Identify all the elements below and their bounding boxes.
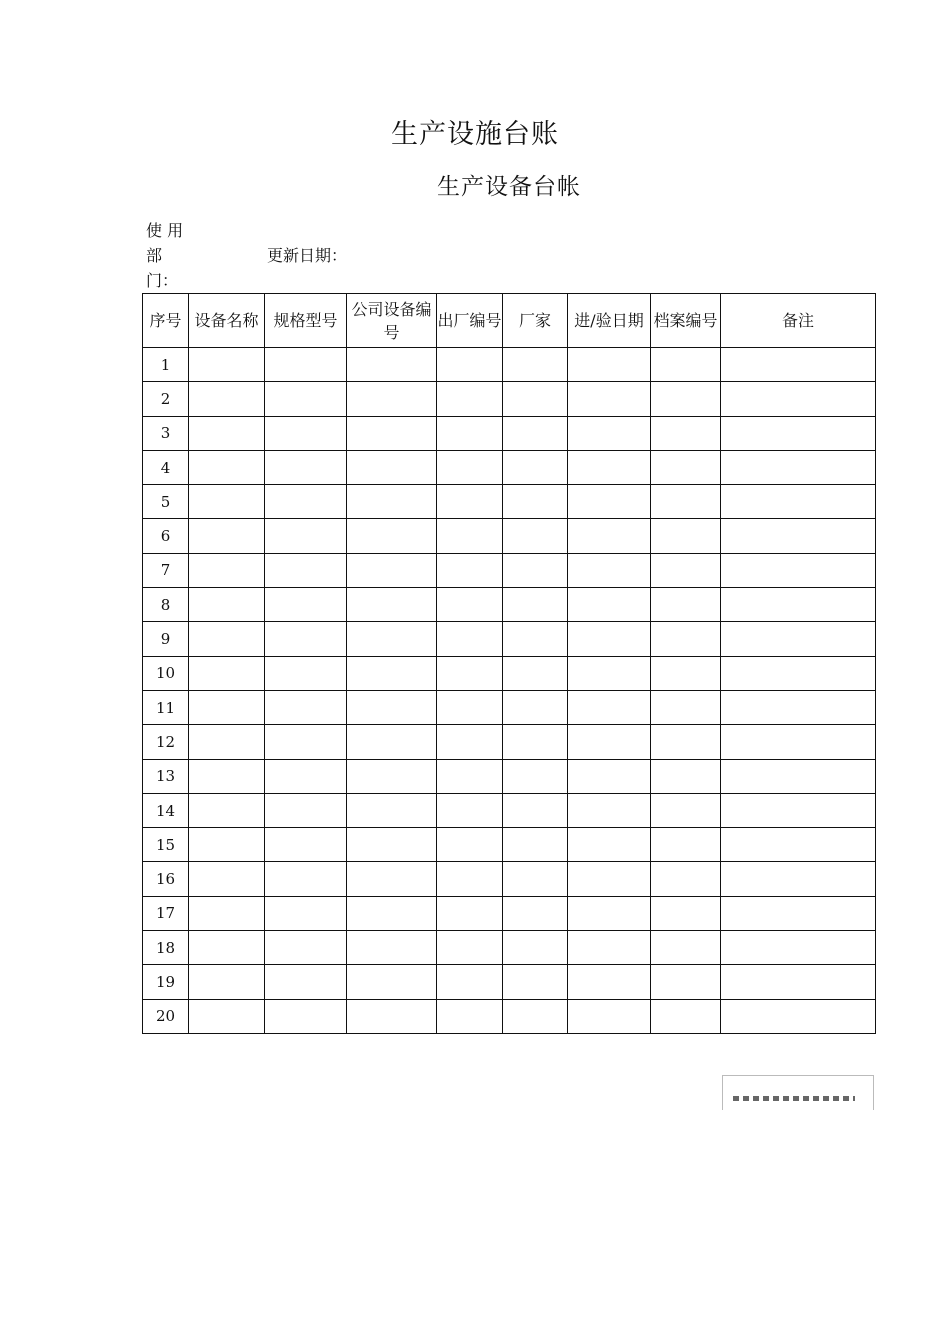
cell-factory-serial-no[interactable] [437, 485, 503, 519]
header-model-spec: 规格型号 [265, 294, 347, 348]
cell-company-equipment-no[interactable] [347, 862, 437, 896]
cell-inspection-date[interactable] [568, 931, 651, 965]
header-inspection-date: 进/验日期 [568, 294, 651, 348]
cell-factory-serial-no[interactable] [437, 690, 503, 724]
cell-equipment-name[interactable] [189, 622, 265, 656]
cell-remarks[interactable] [721, 828, 876, 862]
cell-factory-serial-no[interactable] [437, 793, 503, 827]
cell-model-spec[interactable] [265, 690, 347, 724]
cell-factory-serial-no[interactable] [437, 896, 503, 930]
row-serial-number: 15 [143, 828, 189, 862]
cell-inspection-date[interactable] [568, 759, 651, 793]
cell-manufacturer[interactable] [503, 656, 568, 690]
cell-inspection-date[interactable] [568, 622, 651, 656]
cell-model-spec[interactable] [265, 416, 347, 450]
document-subtitle: 生产设备台帐 [437, 174, 581, 200]
cell-manufacturer[interactable] [503, 931, 568, 965]
cell-model-spec[interactable] [265, 862, 347, 896]
cell-manufacturer[interactable] [503, 862, 568, 896]
cell-model-spec[interactable] [265, 793, 347, 827]
cell-equipment-name[interactable] [189, 862, 265, 896]
table-row [143, 416, 876, 450]
cell-remarks[interactable] [721, 348, 876, 382]
cell-remarks[interactable] [721, 553, 876, 587]
cell-company-equipment-no[interactable] [347, 588, 437, 622]
department-label [146, 218, 183, 293]
row-serial-number: 12 [143, 725, 189, 759]
cell-remarks[interactable] [721, 450, 876, 484]
table-row [143, 999, 876, 1033]
cell-factory-serial-no[interactable] [437, 519, 503, 553]
cell-equipment-name[interactable] [189, 999, 265, 1033]
cell-remarks[interactable] [721, 759, 876, 793]
cell-factory-serial-no[interactable] [437, 725, 503, 759]
cell-equipment-name[interactable] [189, 793, 265, 827]
cell-archive-no[interactable] [651, 348, 721, 382]
cell-manufacturer[interactable] [503, 793, 568, 827]
cell-equipment-name[interactable] [189, 416, 265, 450]
update-date-label: 更新日期： [267, 246, 348, 265]
table-row [143, 896, 876, 930]
cell-equipment-name[interactable] [189, 348, 265, 382]
cell-archive-no[interactable] [651, 382, 721, 416]
department-label-line: 门： [146, 271, 179, 290]
cell-company-equipment-no[interactable] [347, 725, 437, 759]
cell-manufacturer[interactable] [503, 382, 568, 416]
row-serial-number: 18 [143, 931, 189, 965]
cell-remarks[interactable] [721, 416, 876, 450]
cell-company-equipment-no[interactable] [347, 931, 437, 965]
cell-model-spec[interactable] [265, 725, 347, 759]
cell-inspection-date[interactable] [568, 862, 651, 896]
cell-company-equipment-no[interactable] [347, 450, 437, 484]
cell-equipment-name[interactable] [189, 553, 265, 587]
cell-archive-no[interactable] [651, 828, 721, 862]
table-row [143, 690, 876, 724]
cell-archive-no[interactable] [651, 896, 721, 930]
cell-remarks[interactable] [721, 382, 876, 416]
row-serial-number: 5 [143, 485, 189, 519]
cell-manufacturer[interactable] [503, 348, 568, 382]
cell-archive-no[interactable] [651, 450, 721, 484]
cell-remarks[interactable] [721, 622, 876, 656]
row-serial-number: 10 [143, 656, 189, 690]
cell-inspection-date[interactable] [568, 999, 651, 1033]
cell-factory-serial-no[interactable] [437, 999, 503, 1033]
cell-company-equipment-no[interactable] [347, 896, 437, 930]
cell-inspection-date[interactable] [568, 725, 651, 759]
cell-company-equipment-no[interactable] [347, 999, 437, 1033]
cell-inspection-date[interactable] [568, 656, 651, 690]
cell-archive-no[interactable] [651, 999, 721, 1033]
cell-equipment-name[interactable] [189, 450, 265, 484]
table-row [143, 622, 876, 656]
document-title: 生产设施台账 [391, 119, 559, 150]
header-company-equipment-no: 公司设备编号 [347, 294, 437, 348]
cell-model-spec[interactable] [265, 656, 347, 690]
header-equipment-name: 设备名称 [189, 294, 265, 348]
cell-equipment-name[interactable] [189, 931, 265, 965]
cell-archive-no[interactable] [651, 656, 721, 690]
row-serial-number: 7 [143, 553, 189, 587]
row-serial-number: 1 [143, 348, 189, 382]
department-label-line: 使 用 [146, 221, 184, 240]
cell-equipment-name[interactable] [189, 519, 265, 553]
cell-factory-serial-no[interactable] [437, 931, 503, 965]
cell-company-equipment-no[interactable] [347, 690, 437, 724]
cell-inspection-date[interactable] [568, 382, 651, 416]
cell-company-equipment-no[interactable] [347, 553, 437, 587]
cell-remarks[interactable] [721, 725, 876, 759]
cell-manufacturer[interactable] [503, 588, 568, 622]
cell-archive-no[interactable] [651, 931, 721, 965]
table-body [143, 348, 876, 1034]
cell-model-spec[interactable] [265, 348, 347, 382]
cell-equipment-name[interactable] [189, 485, 265, 519]
cell-inspection-date[interactable] [568, 896, 651, 930]
cell-factory-serial-no[interactable] [437, 348, 503, 382]
cell-factory-serial-no[interactable] [437, 382, 503, 416]
row-serial-number: 8 [143, 588, 189, 622]
cell-company-equipment-no[interactable] [347, 382, 437, 416]
cell-factory-serial-no[interactable] [437, 759, 503, 793]
table-row [143, 656, 876, 690]
cell-inspection-date[interactable] [568, 348, 651, 382]
cell-model-spec[interactable] [265, 485, 347, 519]
cell-remarks[interactable] [721, 965, 876, 999]
table-row [143, 931, 876, 965]
cell-remarks[interactable] [721, 793, 876, 827]
cell-remarks[interactable] [721, 519, 876, 553]
cell-inspection-date[interactable] [568, 450, 651, 484]
row-serial-number: 16 [143, 862, 189, 896]
cell-manufacturer[interactable] [503, 690, 568, 724]
row-serial-number: 2 [143, 382, 189, 416]
row-serial-number: 20 [143, 999, 189, 1033]
cell-inspection-date[interactable] [568, 690, 651, 724]
cell-archive-no[interactable] [651, 965, 721, 999]
cell-company-equipment-no[interactable] [347, 759, 437, 793]
row-serial-number: 3 [143, 416, 189, 450]
row-serial-number: 9 [143, 622, 189, 656]
cell-company-equipment-no[interactable] [347, 793, 437, 827]
cell-manufacturer[interactable] [503, 519, 568, 553]
cell-model-spec[interactable] [265, 965, 347, 999]
table-row [143, 450, 876, 484]
cell-manufacturer[interactable] [503, 450, 568, 484]
cell-factory-serial-no[interactable] [437, 965, 503, 999]
cell-inspection-date[interactable] [568, 519, 651, 553]
header-serial-number: 序号 [143, 294, 189, 348]
cell-company-equipment-no[interactable] [347, 348, 437, 382]
cell-company-equipment-no[interactable] [347, 416, 437, 450]
row-serial-number: 6 [143, 519, 189, 553]
table-row [143, 382, 876, 416]
cell-model-spec[interactable] [265, 759, 347, 793]
row-serial-number: 4 [143, 450, 189, 484]
row-serial-number: 11 [143, 690, 189, 724]
cell-inspection-date[interactable] [568, 588, 651, 622]
cell-model-spec[interactable] [265, 519, 347, 553]
cell-equipment-name[interactable] [189, 690, 265, 724]
cell-remarks[interactable] [721, 896, 876, 930]
cell-inspection-date[interactable] [568, 828, 651, 862]
header-remarks: 备注 [721, 294, 876, 348]
cell-company-equipment-no[interactable] [347, 656, 437, 690]
table-row [143, 725, 876, 759]
cell-model-spec[interactable] [265, 588, 347, 622]
table-row [143, 862, 876, 896]
cell-remarks[interactable] [721, 690, 876, 724]
table-row [143, 793, 876, 827]
cell-company-equipment-no[interactable] [347, 622, 437, 656]
cell-equipment-name[interactable] [189, 725, 265, 759]
cell-equipment-name[interactable] [189, 828, 265, 862]
cell-factory-serial-no[interactable] [437, 553, 503, 587]
cell-archive-no[interactable] [651, 416, 721, 450]
cell-factory-serial-no[interactable] [437, 416, 503, 450]
cell-model-spec[interactable] [265, 828, 347, 862]
department-label-line: 部 [146, 246, 163, 265]
cell-equipment-name[interactable] [189, 896, 265, 930]
table-row [143, 759, 876, 793]
row-serial-number: 13 [143, 759, 189, 793]
cell-manufacturer[interactable] [503, 965, 568, 999]
stamp-mark [722, 1075, 874, 1110]
cell-remarks[interactable] [721, 656, 876, 690]
cell-manufacturer[interactable] [503, 485, 568, 519]
cell-manufacturer[interactable] [503, 622, 568, 656]
cell-archive-no[interactable] [651, 588, 721, 622]
cell-manufacturer[interactable] [503, 725, 568, 759]
table-header-row [143, 294, 876, 348]
cell-model-spec[interactable] [265, 450, 347, 484]
cell-factory-serial-no[interactable] [437, 828, 503, 862]
cell-manufacturer[interactable] [503, 416, 568, 450]
row-serial-number: 14 [143, 793, 189, 827]
cell-factory-serial-no[interactable] [437, 588, 503, 622]
cell-archive-no[interactable] [651, 759, 721, 793]
cell-model-spec[interactable] [265, 382, 347, 416]
cell-inspection-date[interactable] [568, 965, 651, 999]
cell-equipment-name[interactable] [189, 382, 265, 416]
cell-model-spec[interactable] [265, 553, 347, 587]
cell-equipment-name[interactable] [189, 965, 265, 999]
cell-inspection-date[interactable] [568, 485, 651, 519]
cell-company-equipment-no[interactable] [347, 965, 437, 999]
cell-inspection-date[interactable] [568, 416, 651, 450]
header-archive-no: 档案编号 [651, 294, 721, 348]
table-row [143, 828, 876, 862]
cell-model-spec[interactable] [265, 622, 347, 656]
cell-equipment-name[interactable] [189, 656, 265, 690]
cell-remarks[interactable] [721, 485, 876, 519]
cell-remarks[interactable] [721, 588, 876, 622]
header-manufacturer: 厂家 [503, 294, 568, 348]
cell-inspection-date[interactable] [568, 553, 651, 587]
row-serial-number: 17 [143, 896, 189, 930]
table-row [143, 348, 876, 382]
equipment-ledger-table [142, 293, 876, 1034]
table-row [143, 519, 876, 553]
cell-remarks[interactable] [721, 999, 876, 1033]
table-row [143, 485, 876, 519]
cell-equipment-name[interactable] [189, 759, 265, 793]
header-factory-serial-no: 出厂编号 [437, 294, 503, 348]
cell-factory-serial-no[interactable] [437, 450, 503, 484]
stamp-mark-glyphs [733, 1096, 855, 1101]
table-row [143, 588, 876, 622]
table-row [143, 965, 876, 999]
cell-archive-no[interactable] [651, 690, 721, 724]
cell-remarks[interactable] [721, 862, 876, 896]
cell-model-spec[interactable] [265, 999, 347, 1033]
cell-manufacturer[interactable] [503, 828, 568, 862]
cell-manufacturer[interactable] [503, 896, 568, 930]
cell-archive-no[interactable] [651, 485, 721, 519]
cell-company-equipment-no[interactable] [347, 828, 437, 862]
cell-inspection-date[interactable] [568, 793, 651, 827]
cell-model-spec[interactable] [265, 896, 347, 930]
row-serial-number: 19 [143, 965, 189, 999]
cell-factory-serial-no[interactable] [437, 862, 503, 896]
cell-remarks[interactable] [721, 931, 876, 965]
table-row [143, 553, 876, 587]
cell-archive-no[interactable] [651, 622, 721, 656]
cell-archive-no[interactable] [651, 793, 721, 827]
cell-company-equipment-no[interactable] [347, 519, 437, 553]
cell-equipment-name[interactable] [189, 588, 265, 622]
cell-archive-no[interactable] [651, 725, 721, 759]
cell-manufacturer[interactable] [503, 999, 568, 1033]
cell-manufacturer[interactable] [503, 759, 568, 793]
cell-archive-no[interactable] [651, 862, 721, 896]
cell-factory-serial-no[interactable] [437, 622, 503, 656]
cell-company-equipment-no[interactable] [347, 485, 437, 519]
cell-manufacturer[interactable] [503, 553, 568, 587]
cell-archive-no[interactable] [651, 519, 721, 553]
cell-archive-no[interactable] [651, 553, 721, 587]
cell-model-spec[interactable] [265, 931, 347, 965]
cell-factory-serial-no[interactable] [437, 656, 503, 690]
